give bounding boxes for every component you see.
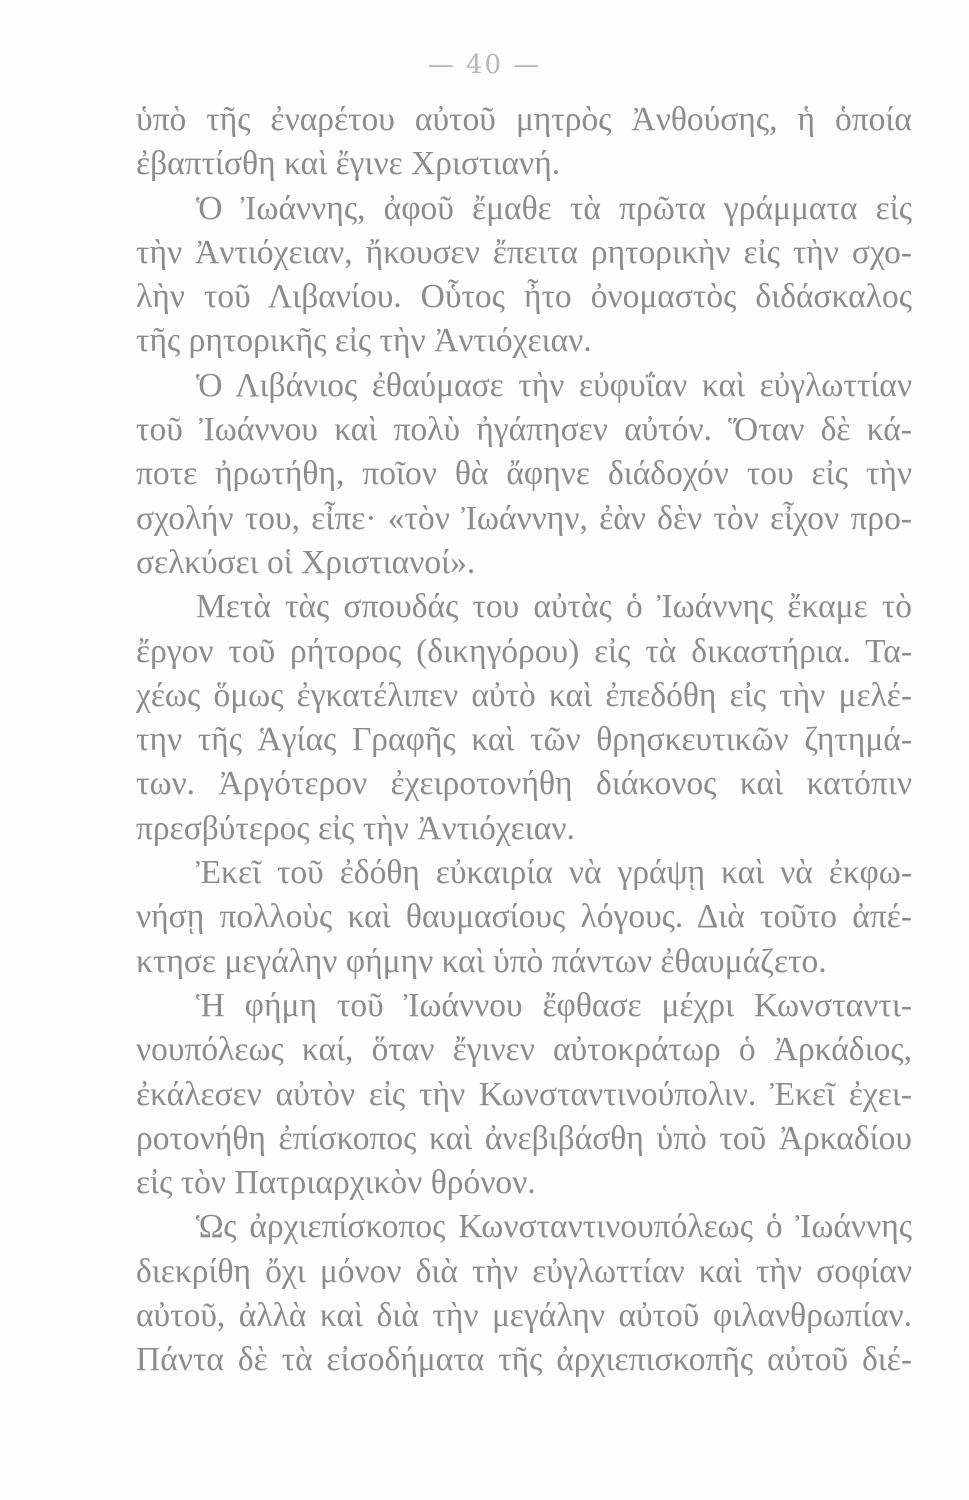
text-line: κτησε μεγάλην φήμην καὶ ὑπὸ πάντων ἐθαυμάζετο. [136, 942, 827, 980]
text-line: ἐβαπτίσθη καὶ ἔγινε Χριστιανή. [136, 145, 561, 183]
text-line: τοῦ Ἰωάννου καὶ πολὺ ἠγάπησεν αὐτόν. Ὅταν δὲ κά- [136, 411, 912, 449]
text-line: νουπόλεως καί, ὅταν ἔγινεν αὐτοκράτωρ ὁ Ἀρκάδιος, [136, 1031, 912, 1069]
text-line: πρεσβύτερος εἰς τὴν Ἀντιόχειαν. [136, 809, 575, 847]
text-line: τῆς ρητορικῆς εἰς τὴν Ἀντιόχειαν. [136, 322, 592, 360]
page-number: — 40 — [427, 50, 542, 80]
text-line: Ὡς ἀρχιεπίσκοπος Κωνσταντινουπόλεως ὁ Ἰωάννης [196, 1208, 912, 1246]
text-line: διεκρίθη ὄχι μόνον διὰ τὴν εὐγλωττίαν καὶ τὴν σοφίαν [136, 1252, 912, 1290]
text-line: ποτε ἠρωτήθη, ποῖον θὰ ἄφηνε διάδοχόν του εἰς τὴν [136, 455, 912, 493]
text-line: Μετὰ τὰς σπουδάς του αὐτὰς ὁ Ἰωάννης ἔκαμε τὸ [196, 588, 912, 626]
text-line: λὴν τοῦ Λιβανίου. Οὗτος ἦτο ὀνομαστὸς διδάσκαλος [136, 278, 912, 316]
text-line: αὐτοῦ, ἀλλὰ καὶ διὰ τὴν μεγάλην αὐτοῦ φιλανθρωπίαν. [136, 1297, 912, 1335]
text-line: ὑπὸ τῆς ἐναρέτου αὐτοῦ μητρὸς Ἀνθούσης, ἡ ὁποία [136, 101, 912, 138]
text-line: σελκύσει οἱ Χριστιανοί». [136, 543, 476, 581]
text-line: Ἡ φήμη τοῦ Ἰωάννου ἔφθασε μέχρι Κωνσταντι- [196, 986, 912, 1024]
text-line: ροτονήθη ἐπίσκοπος καὶ ἀνεβιβάσθη ὑπὸ τοῦ Ἀρκαδίου [136, 1119, 912, 1157]
text-line: ἔργον τοῦ ρήτορος (δικηγόρου) εἰς τὰ δικαστήρια. Τα- [136, 632, 912, 670]
text-line: Ὁ Ἰωάννης, ἀφοῦ ἔμαθε τὰ πρῶτα γράμματα εἰς [196, 189, 912, 227]
body-text [136, 98, 912, 1383]
text-line: χέως ὅμως ἐγκατέλιπεν αὐτὸ καὶ ἐπεδόθη εἰς τὴν μελέ- [136, 676, 912, 714]
text-line: νήσῃ πολλοὺς καὶ θαυμασίους λόγους. Διὰ τοῦτο ἀπέ- [136, 898, 912, 936]
text-line: Πάντα δὲ τὰ εἰσοδήματα τῆς ἀρχιεπισκοπῆς αὐτοῦ διέ- [136, 1341, 912, 1379]
text-line: την τῆς Ἁγίας Γραφῆς καὶ τῶν θρησκευτικῶν ζητημά- [136, 721, 912, 759]
text-line: σχολήν του, εἶπε· «τὸν Ἰωάννην, ἐὰν δὲν τὸν εἶχον προ- [136, 499, 912, 537]
text-line: ἐκάλεσεν αὐτὸν εἰς τὴν Κωνσταντινούπολιν. Ἐκεῖ ἐχει- [136, 1075, 912, 1113]
text-line: εἰς τὸν Πατριαρχικὸν θρόνον. [136, 1164, 536, 1202]
text-line: τὴν Ἀντιόχειαν, ἤκουσεν ἔπειτα ρητορικὴν εἰς τὴν σχο- [136, 233, 912, 271]
text-line: Ὁ Λιβάνιος ἐθαύμασε τὴν εὐφυΐαν καὶ εὐγλωττίαν [196, 366, 912, 404]
text-line: των. Ἀργότερον ἐχειροτονήθη διάκονος καὶ κατόπιν [136, 765, 912, 803]
text-line: Ἐκεῖ τοῦ ἐδόθη εὐκαιρία νὰ γράψῃ καὶ νὰ ἐκφω- [196, 854, 912, 892]
